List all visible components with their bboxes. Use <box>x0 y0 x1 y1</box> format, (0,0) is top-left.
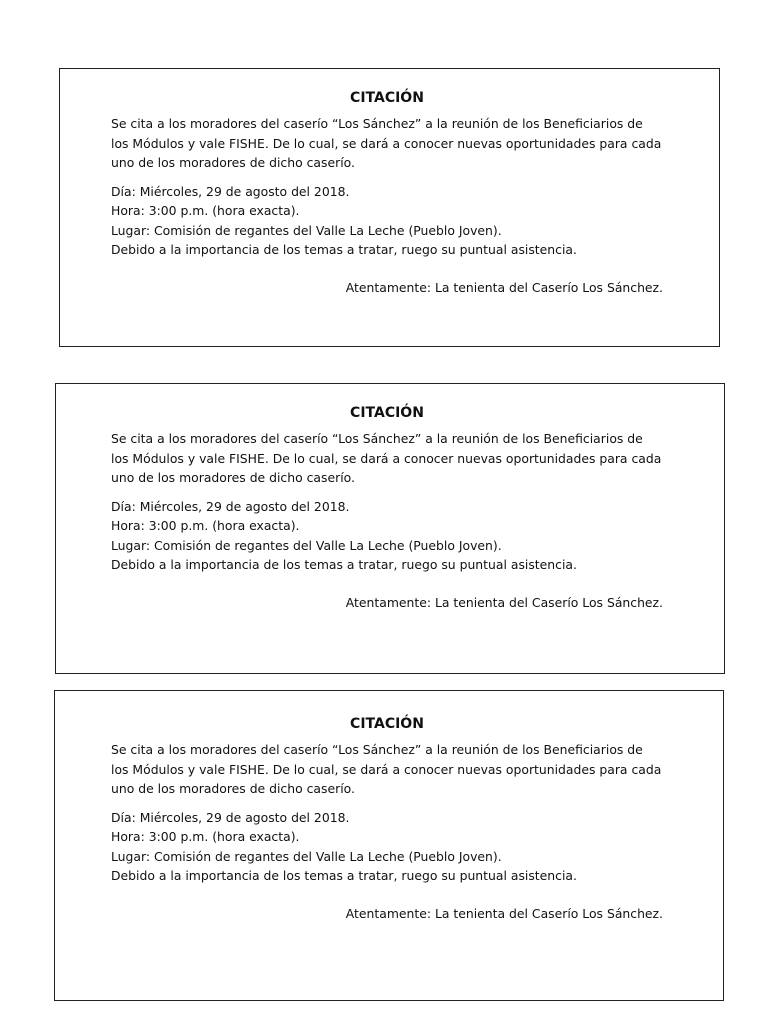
citation-content <box>111 401 663 612</box>
citation-title: CITACIÓN <box>350 90 424 106</box>
citation-details <box>111 497 663 575</box>
citation-note: Debido a la importancia de los temas a tratar, ruego su puntual asistencia. <box>111 242 577 257</box>
citation-details <box>111 182 663 260</box>
citation-date: Día: Miércoles, 29 de agosto del 2018. <box>111 809 350 825</box>
citation-closing: Atentamente: La tenienta del Caserío Los Sánchez. <box>345 905 663 921</box>
citation-time: Hora: 3:00 p.m. (hora exacta). <box>111 829 300 844</box>
citation-date: Día: Miércoles, 29 de agosto del 2018. <box>111 498 350 514</box>
citation-card-3 <box>54 690 724 1001</box>
citation-note: Debido a la importancia de los temas a tratar, ruego su puntual asistencia. <box>111 557 577 572</box>
citation-note: Debido a la importancia de los temas a tratar, ruego su puntual asistencia. <box>111 868 577 883</box>
citation-paragraph: Se cita a los moradores del caserío “Los Sánchez” a la reunión de los Beneficiarios de los Módulos y vale FISHE. De lo cual, se dará a conocer nuevas oportunidades para cada uno de los moradores de dicho caserío. <box>111 431 662 485</box>
citation-paragraph: Se cita a los moradores del caserío “Los Sánchez” a la reunión de los Beneficiarios de los Módulos y vale FISHE. De lo cual, se dará a conocer nuevas oportunidades para cada uno de los moradores de dicho caserío. <box>111 116 662 170</box>
citation-content <box>111 86 663 297</box>
citation-title: CITACIÓN <box>350 405 424 421</box>
citation-card-1 <box>59 68 720 347</box>
citation-details <box>111 808 663 886</box>
citation-time: Hora: 3:00 p.m. (hora exacta). <box>111 203 300 218</box>
citation-card-2 <box>55 383 725 674</box>
citation-place: Lugar: Comisión de regantes del Valle La Leche (Pueblo Joven). <box>111 848 502 864</box>
citation-paragraph: Se cita a los moradores del caserío “Los Sánchez” a la reunión de los Beneficiarios de los Módulos y vale FISHE. De lo cual, se dará a conocer nuevas oportunidades para cada uno de los moradores de dicho caserío. <box>111 742 662 796</box>
citation-time: Hora: 3:00 p.m. (hora exacta). <box>111 518 300 533</box>
citation-place: Lugar: Comisión de regantes del Valle La Leche (Pueblo Joven). <box>111 537 502 553</box>
citation-title: CITACIÓN <box>350 716 424 732</box>
citation-date: Día: Miércoles, 29 de agosto del 2018. <box>111 183 350 199</box>
citation-closing: Atentamente: La tenienta del Caserío Los Sánchez. <box>345 279 663 295</box>
citation-closing: Atentamente: La tenienta del Caserío Los Sánchez. <box>345 594 663 610</box>
citation-content <box>111 712 663 923</box>
citation-place: Lugar: Comisión de regantes del Valle La Leche (Pueblo Joven). <box>111 222 502 238</box>
